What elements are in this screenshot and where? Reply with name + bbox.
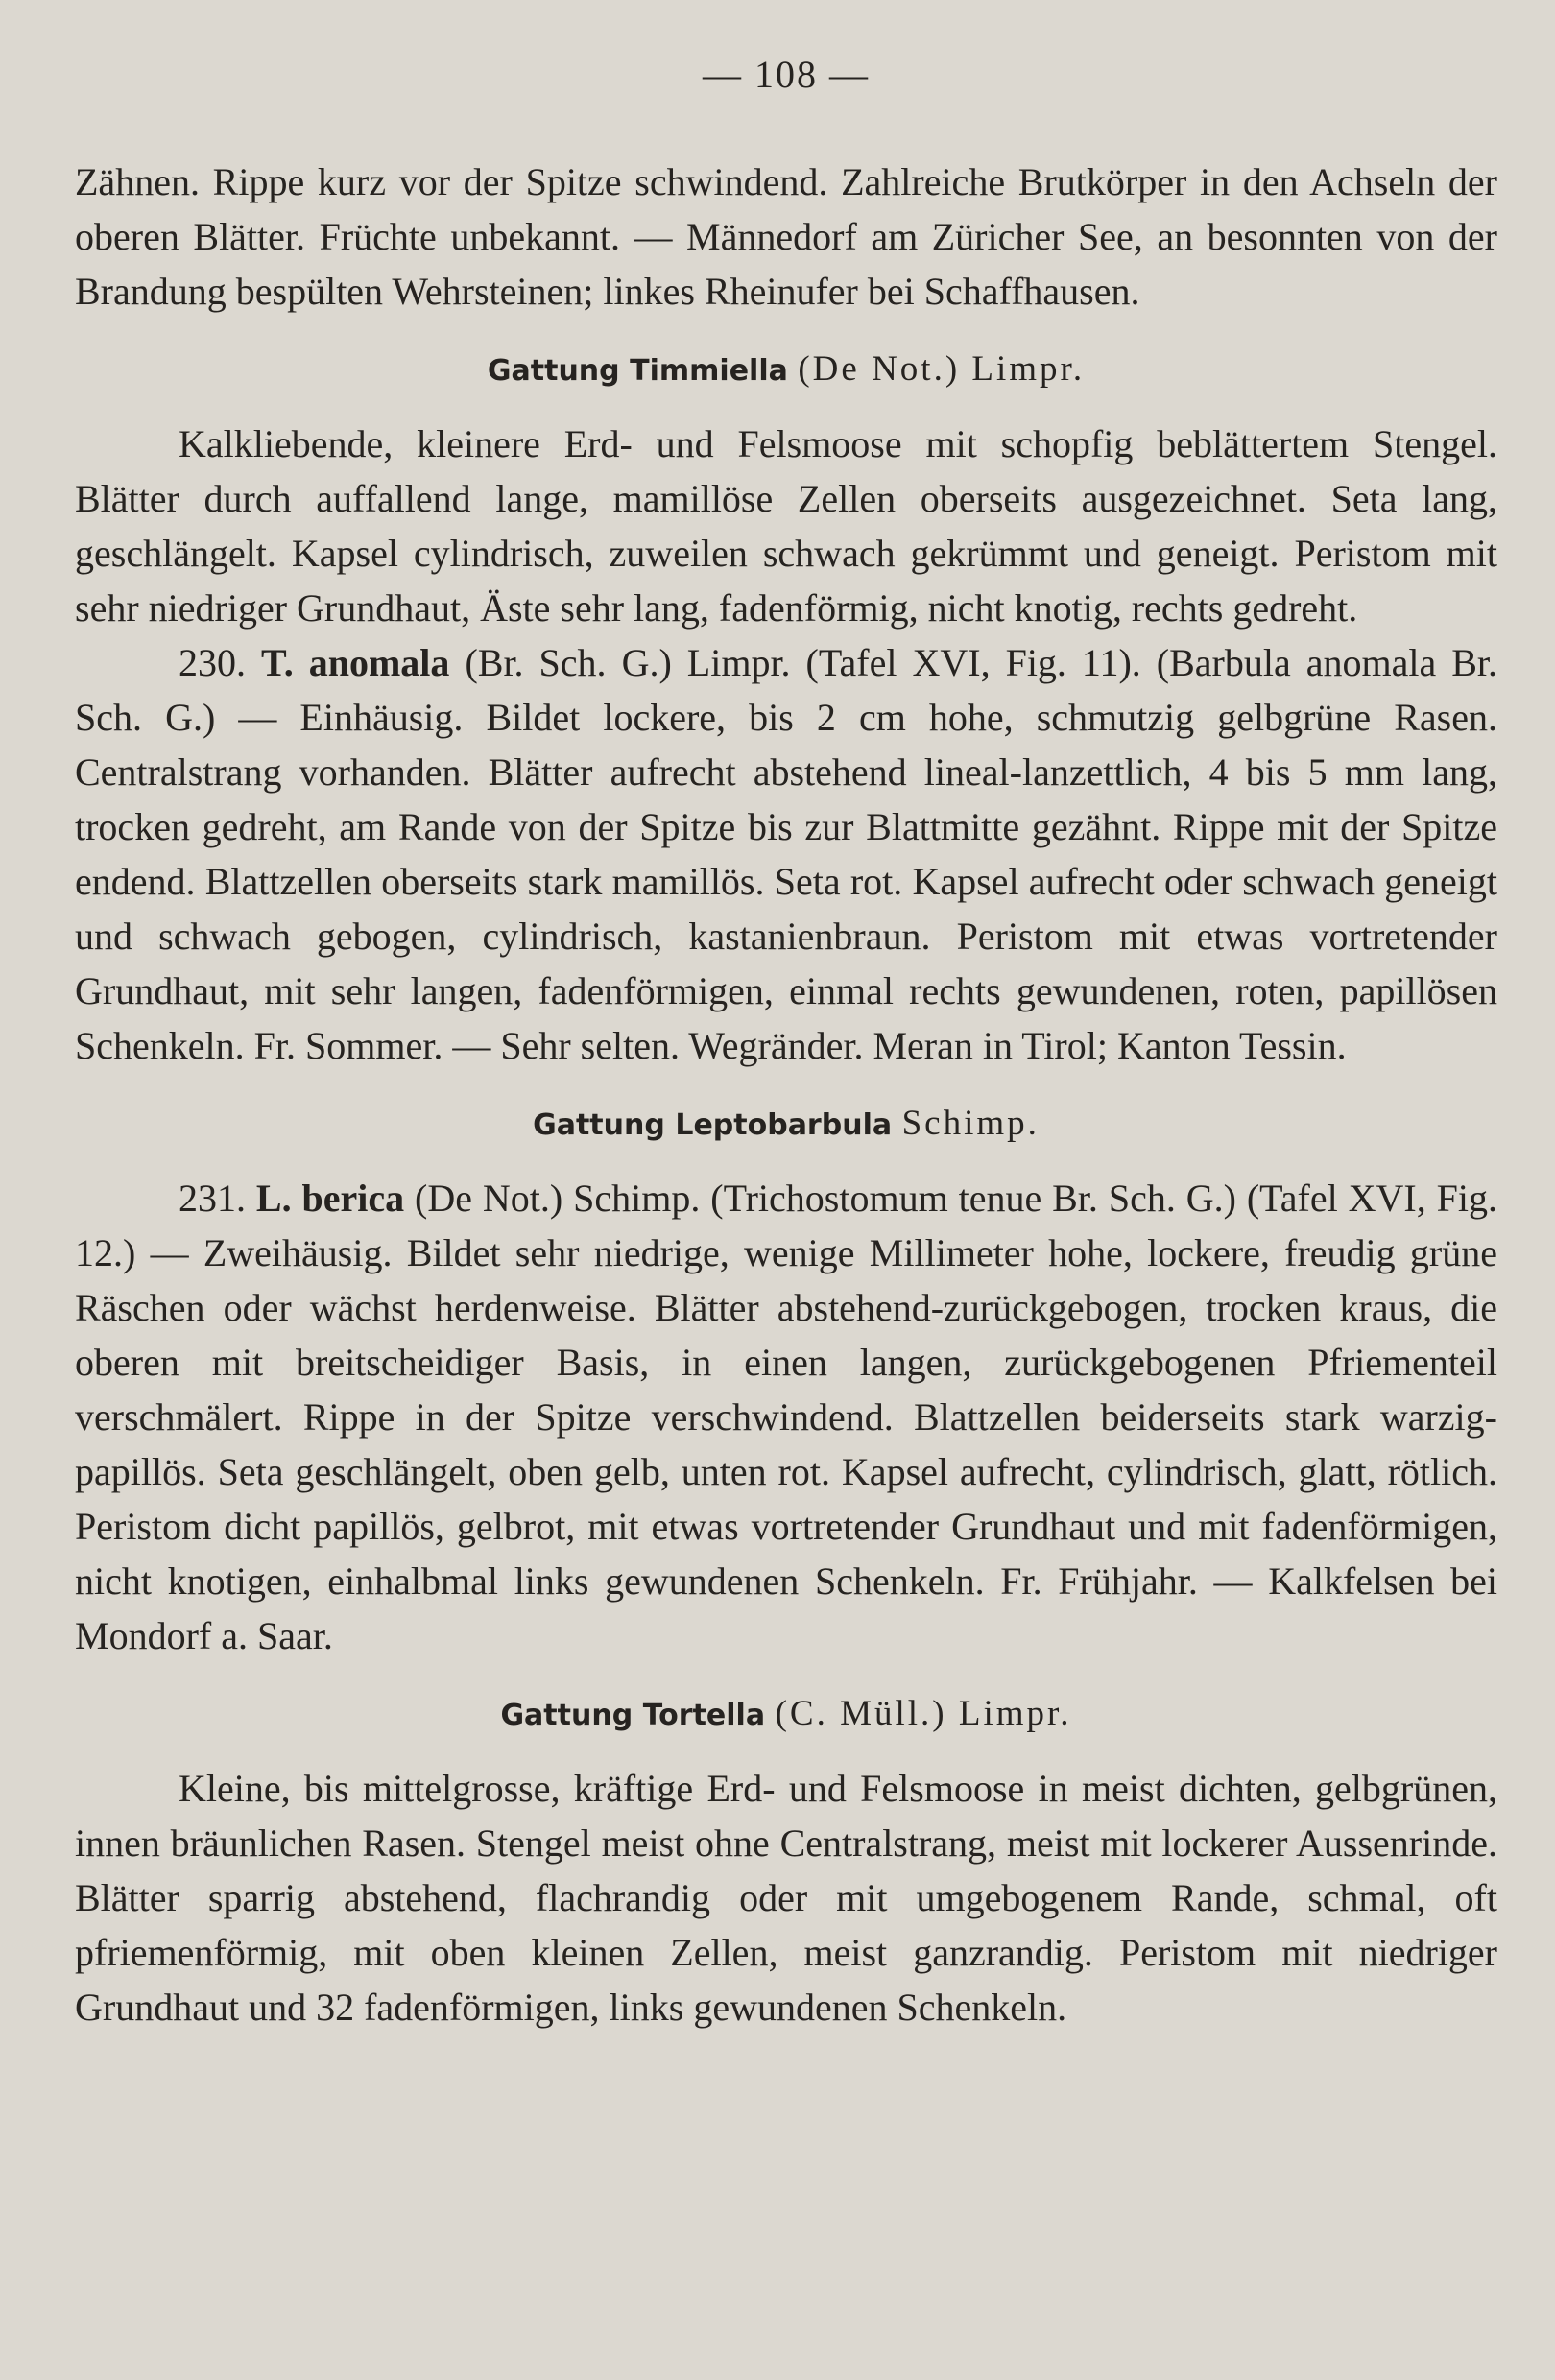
heading-word: Gattung <box>533 1108 665 1142</box>
genus-heading-timmiella <box>75 347 1497 393</box>
species-entry-230 <box>75 635 1497 1073</box>
genus-authority: (C. Müll.) Limpr. <box>775 1694 1072 1733</box>
species-number: 230. <box>179 641 246 684</box>
species-text: (De Not.) Schimp. (Trichostomum tenue Br. Sch. G.) (Tafel XVI, Fig. 12.) — Zweihäusig. Bildet sehr niedrige, wenige Millimeter hohe, lockere, freudig grüne Räschen oder wächst herdenweise. Blätter abstehend-zurückgebogen, trocken kraus, die oberen mit breitscheidiger Basis, in einen langen, zurückgebogenen Pfriementeil verschmälert. Rippe in der Spitze verschwindend. Blattzellen beiderseits stark warzig-papillös. Seta geschlängelt, oben gelb, unten rot. Kapsel aufrecht, cylindrisch, glatt, rötlich. Peristom dicht papillös, gelbrot, mit etwas vortretender Grundhaut und mit fadenförmigen, nicht knotigen, einhalbmal links gewundenen Schenkeln. Fr. Frühjahr. — Kalkfelsen bei Mondorf a. Saar. <box>75 1177 1497 1657</box>
species-name: L. berica <box>255 1177 405 1220</box>
genus-description-timmiella: Kalkliebende, kleinere Erd- und Felsmoose mit schopfig beblättertem Stengel. Blätter durch auffallend lange, mamillöse Zellen oberseits ausgezeichnet. Seta lang, geschlängelt. Kapsel cylindrisch, zuweilen schwach gekrümmt und geneigt. Peristom mit sehr niedriger Grundhaut, Äste sehr lang, fadenförmig, nicht knotig, rechts gedreht. <box>75 422 1497 630</box>
heading-word: Gattung <box>500 1699 634 1732</box>
genus-name: Timmiella <box>630 354 788 388</box>
genus-name: Leptobarbula <box>675 1108 893 1142</box>
heading-word: Gattung <box>487 354 620 388</box>
paragraph-continuation: Zähnen. Rippe kurz vor der Spitze schwindend. Zahlreiche Brutkörper in den Achseln der oberen Blätter. Früchte unbekannt. — Männedorf am Züricher See, an besonnten von der Brandung bespülten Wehrsteinen; linkes Rheinufer bei Schaffhausen. <box>75 160 1497 313</box>
genus-description-tortella: Kleine, bis mittelgrosse, kräftige Erd- und Felsmoose in meist dichten, gelbgrünen, innen bräunlichen Rasen. Stengel meist ohne Centralstrang, meist mit lockerer Aussenrinde. Blätter sparrig abstehend, flachrandig oder mit umgebogenem Rande, schmal, oft pfriemenförmig, mit oben kleinen Zellen, meist ganzrandig. Peristom mit niedriger Grundhaut und 32 fadenförmigen, links gewundenen Schenkeln. <box>75 1767 1497 2029</box>
species-name: T. anomala <box>261 641 450 684</box>
species-text: (Br. Sch. G.) Limpr. (Tafel XVI, Fig. 11). (Barbula anomala Br. Sch. G.) — Einhäusig. Bildet lockere, bis 2 cm hohe, schmutzig gelbgrüne Rasen. Centralstrang vorhanden. Blätter aufrecht abstehend lineal-lanzettlich, 4 bis 5 mm lang, trocken gedreht, am Rande von der Spitze bis zur Blattmitte gezähnt. Rippe mit der Spitze endend. Blattzellen oberseits stark mamillös. Seta rot. Kapsel aufrecht oder schwach geneigt und schwach gebogen, cylindrisch, kastanienbraun. Peristom mit etwas vortretender Grundhaut, mit sehr langen, fadenförmigen, einmal rechts gewundenen, roten, papillösen Schenkeln. Fr. Sommer. — Sehr selten. Wegränder. Meran in Tirol; Kanton Tessin. <box>75 641 1498 1067</box>
genus-heading-tortella <box>75 1692 1497 1738</box>
page-number: — 108 — <box>703 53 870 96</box>
species-entry-231 <box>75 1171 1497 1663</box>
species-number: 231. <box>179 1177 246 1220</box>
genus-name: Tortella <box>642 1699 766 1732</box>
genus-heading-leptobarbula <box>75 1102 1497 1148</box>
genus-authority: Schimp. <box>901 1104 1040 1143</box>
genus-authority: (De Not.) Limpr. <box>798 349 1086 389</box>
